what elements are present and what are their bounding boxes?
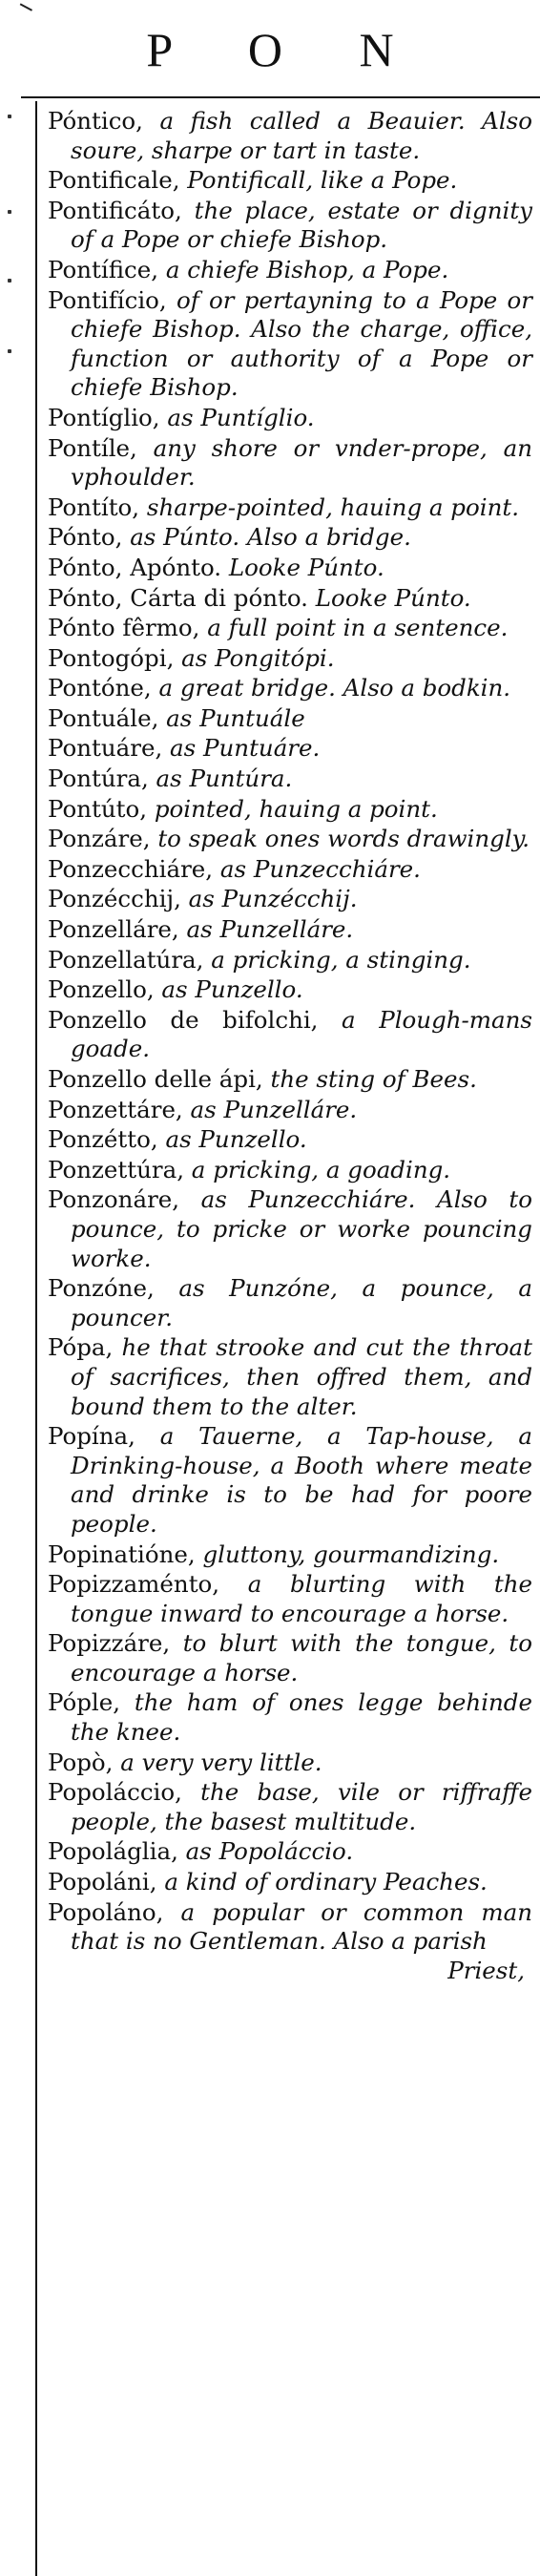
entry-headword: Pónto, Apónto. (48, 553, 222, 581)
dictionary-entry (48, 584, 532, 614)
entry-definition: as Punzecchiáre. (213, 854, 421, 883)
entry-headword: Ponzettúra, (48, 1155, 185, 1183)
entry-headword: Ponzonáre, (48, 1185, 180, 1214)
dictionary-entry (48, 644, 532, 674)
entry-headword: Pontúto, (48, 794, 148, 823)
dictionary-entry (48, 915, 532, 945)
column-rule (35, 101, 37, 2576)
dictionary-entry (48, 1065, 532, 1095)
entry-headword: Popizzáre, (48, 1629, 171, 1658)
dictionary-entry (48, 197, 532, 255)
entry-headword: Pontíglio, (48, 403, 160, 431)
entry-headword: Pontúra, (48, 764, 149, 793)
entry-definition: the base, vile or riffraffe people, the basest multitude. (71, 1778, 532, 1835)
dictionary-entry (48, 795, 532, 825)
dictionary-entry (48, 885, 532, 914)
entry-definition: a popular or common man that is no Gentleman. Also a parish (71, 1897, 532, 1956)
entry-definition: a Tauerne, a Tap-house, a Drinking-house, a Booth where meate and drinke is to be had for poore people. (71, 1422, 532, 1538)
entry-headword: Pónto, (48, 523, 123, 552)
dictionary-entry (48, 825, 532, 854)
entry-definition: as Punzelláre. (178, 915, 354, 944)
dictionary-entry (48, 1688, 532, 1747)
margin-dot (8, 210, 11, 214)
entry-headword: Ponzelláre, (48, 915, 179, 944)
entry-headword: Popoláni, (48, 1868, 157, 1896)
dictionary-entry (48, 975, 532, 1005)
dictionary-entry (48, 1749, 532, 1778)
entry-definition: sharpe-pointed, hauing a point. (139, 492, 519, 521)
entry-headword: Póple, (48, 1688, 121, 1717)
page-header-title: P O N (146, 23, 426, 76)
margin-dot (8, 349, 11, 353)
dictionary-entry (48, 946, 532, 975)
entry-headword: Pontíle, (48, 433, 137, 462)
entry-definition: Pontificall, like a Pope. (179, 166, 458, 195)
dictionary-entry (48, 256, 532, 285)
dictionary-entry (48, 554, 532, 583)
entry-definition: Looke Púnto. (307, 583, 471, 612)
entry-definition: a full point in a sentence. (199, 614, 509, 642)
entry-definition: a fish called a Beauier. Also soure, sharpe or tart in taste. (71, 107, 532, 164)
entry-headword: Ponzello, (48, 975, 155, 1004)
entry-definition: as Punzécchij. (180, 885, 358, 913)
entry-definition: as Puntuáre. (162, 734, 321, 763)
entry-definition: as Púnto. Also a bridge. (122, 523, 411, 552)
entry-headword: Pontificáto, (48, 196, 182, 224)
entry-definition: the place, estate or dignity of a Pope or chiefe Bishop. (71, 196, 532, 254)
entry-definition: a blurting with the tongue inward to encourage a horse. (71, 1570, 532, 1627)
entry-definition: to speak ones words drawingly. (150, 825, 530, 853)
catchword: Priest, (447, 1956, 525, 1984)
margin-dot (8, 115, 11, 118)
entry-definition: as Pongitópi. (174, 643, 335, 672)
dictionary-entry (48, 734, 532, 764)
entry-headword: Popoláno, (48, 1897, 164, 1926)
entry-headword: Pontogópi, (48, 643, 175, 672)
entry-definition: as Punzello. (154, 975, 303, 1004)
entry-definition: as Puntuále (158, 703, 305, 732)
entry-headword: Popoláglia, (48, 1837, 178, 1866)
dictionary-entry (48, 674, 532, 703)
dictionary-entry (48, 704, 532, 734)
dictionary-entry (48, 1898, 532, 1986)
entry-headword: Ponzécchij, (48, 885, 181, 913)
entry-headword: Pontuále, (48, 703, 159, 732)
dictionary-entry (48, 166, 532, 196)
entry-definition: he that strooke and cut the throat of sacrifices, then offred them, and bound them to the alter. (71, 1333, 532, 1420)
entry-headword: Popoláccio, (48, 1778, 182, 1807)
dictionary-entry (48, 855, 532, 885)
entry-headword: Pontíto, (48, 492, 140, 521)
dictionary-entry (48, 1778, 532, 1836)
entry-headword: Pontuáre, (48, 734, 163, 763)
dictionary-entry (48, 107, 532, 165)
corner-mark (15, 3, 32, 19)
entry-definition: the sting of Bees. (262, 1065, 477, 1093)
entry-headword: Ponzello delle ápi, (48, 1065, 263, 1093)
dictionary-entry (48, 493, 532, 523)
entry-headword: Popinatióne, (48, 1539, 196, 1568)
entry-headword: Póntico, (48, 107, 143, 135)
entry-headword: Ponzétto, (48, 1125, 158, 1154)
entry-headword: Pontifício, (48, 285, 167, 314)
header-rule (21, 96, 540, 98)
entry-headword: Popizzaménto, (48, 1570, 220, 1599)
entry-definition: a pricking, a goading. (184, 1155, 451, 1183)
entry-definition: as Popoláccio. (177, 1837, 354, 1866)
dictionary-entry (48, 1096, 532, 1125)
dictionary-entry (48, 1185, 532, 1273)
dictionary-entry (48, 1422, 532, 1539)
entry-definition: pointed, hauing a point. (147, 794, 438, 823)
entry-definition: a very very little. (113, 1748, 322, 1776)
dictionary-entry (48, 764, 532, 794)
dictionary-entry (48, 523, 532, 553)
dictionary-entry (48, 1629, 532, 1687)
dictionary-entry (48, 1540, 532, 1570)
dictionary-entry (48, 286, 532, 403)
entry-definition: the ham of ones legge behinde the knee. (71, 1688, 532, 1747)
entry-definition: as Punzello. (157, 1125, 307, 1154)
dictionary-entry (48, 434, 532, 492)
entry-list (48, 107, 532, 1986)
entry-definition: gluttony, gourmandizing. (195, 1539, 500, 1568)
entry-headword: Ponzóne, (48, 1274, 155, 1303)
entry-headword: Ponzáre, (48, 825, 151, 853)
entry-definition: a pricking, a stinging. (203, 945, 471, 974)
dictionary-entry (48, 1274, 532, 1332)
margin-dot (8, 279, 11, 283)
entry-headword: Pontificale, (48, 166, 180, 195)
dictionary-entry (48, 1006, 532, 1064)
entry-definition: of or pertayning to a Pope or chiefe Bishop. Also the charge, office, function or authority of a Pope or chiefe Bishop. (71, 285, 532, 402)
entry-definition: a chiefe Bishop, a Pope. (158, 255, 449, 283)
entry-definition: as Puntúra. (148, 764, 293, 793)
dictionary-entry (48, 404, 532, 433)
entry-headword: Ponzellatúra, (48, 945, 204, 974)
dictionary-entry (48, 1156, 532, 1185)
dictionary-entry (48, 1837, 532, 1867)
dictionary-entry (48, 614, 532, 643)
entry-headword: Pontífice, (48, 255, 159, 283)
entry-headword: Ponzello de bifolchi, (48, 1005, 319, 1034)
entry-definition: Looke Púnto. (221, 553, 384, 581)
dictionary-entry (48, 1333, 532, 1421)
entry-definition: a kind of ordinary Peaches. (156, 1868, 488, 1896)
entry-definition: as Punzóne, a pounce, a pouncer. (71, 1274, 532, 1331)
entry-definition: as Punzecchiáre. Also to pounce, to pricke or worke pouncing worke. (71, 1185, 532, 1272)
entry-definition: a great bridge. Also a bodkin. (151, 674, 511, 702)
entry-headword: Pónto fêrmo, (48, 614, 200, 642)
entry-headword: Pópa, (48, 1333, 114, 1362)
dictionary-entry (48, 1570, 532, 1628)
entry-definition: a Plough-mans goade. (71, 1005, 532, 1063)
entry-definition: as Punzelláre. (182, 1095, 358, 1123)
dictionary-entry (48, 1868, 532, 1897)
entry-headword: Ponzettáre, (48, 1095, 183, 1123)
entry-headword: Pónto, Cárta di pónto. (48, 583, 308, 612)
entry-headword: Popò, (48, 1748, 114, 1776)
entry-definition: any shore or vnder-prope, an vphoulder. (71, 433, 532, 492)
entry-definition: as Puntíglio. (159, 403, 315, 431)
entry-headword: Pontóne, (48, 674, 152, 702)
entry-headword: Ponzecchiáre, (48, 854, 214, 883)
dictionary-entry (48, 1125, 532, 1155)
entry-headword: Popína, (48, 1422, 135, 1451)
entry-definition: to blurt with the tongue, to encourage a horse. (71, 1629, 532, 1686)
